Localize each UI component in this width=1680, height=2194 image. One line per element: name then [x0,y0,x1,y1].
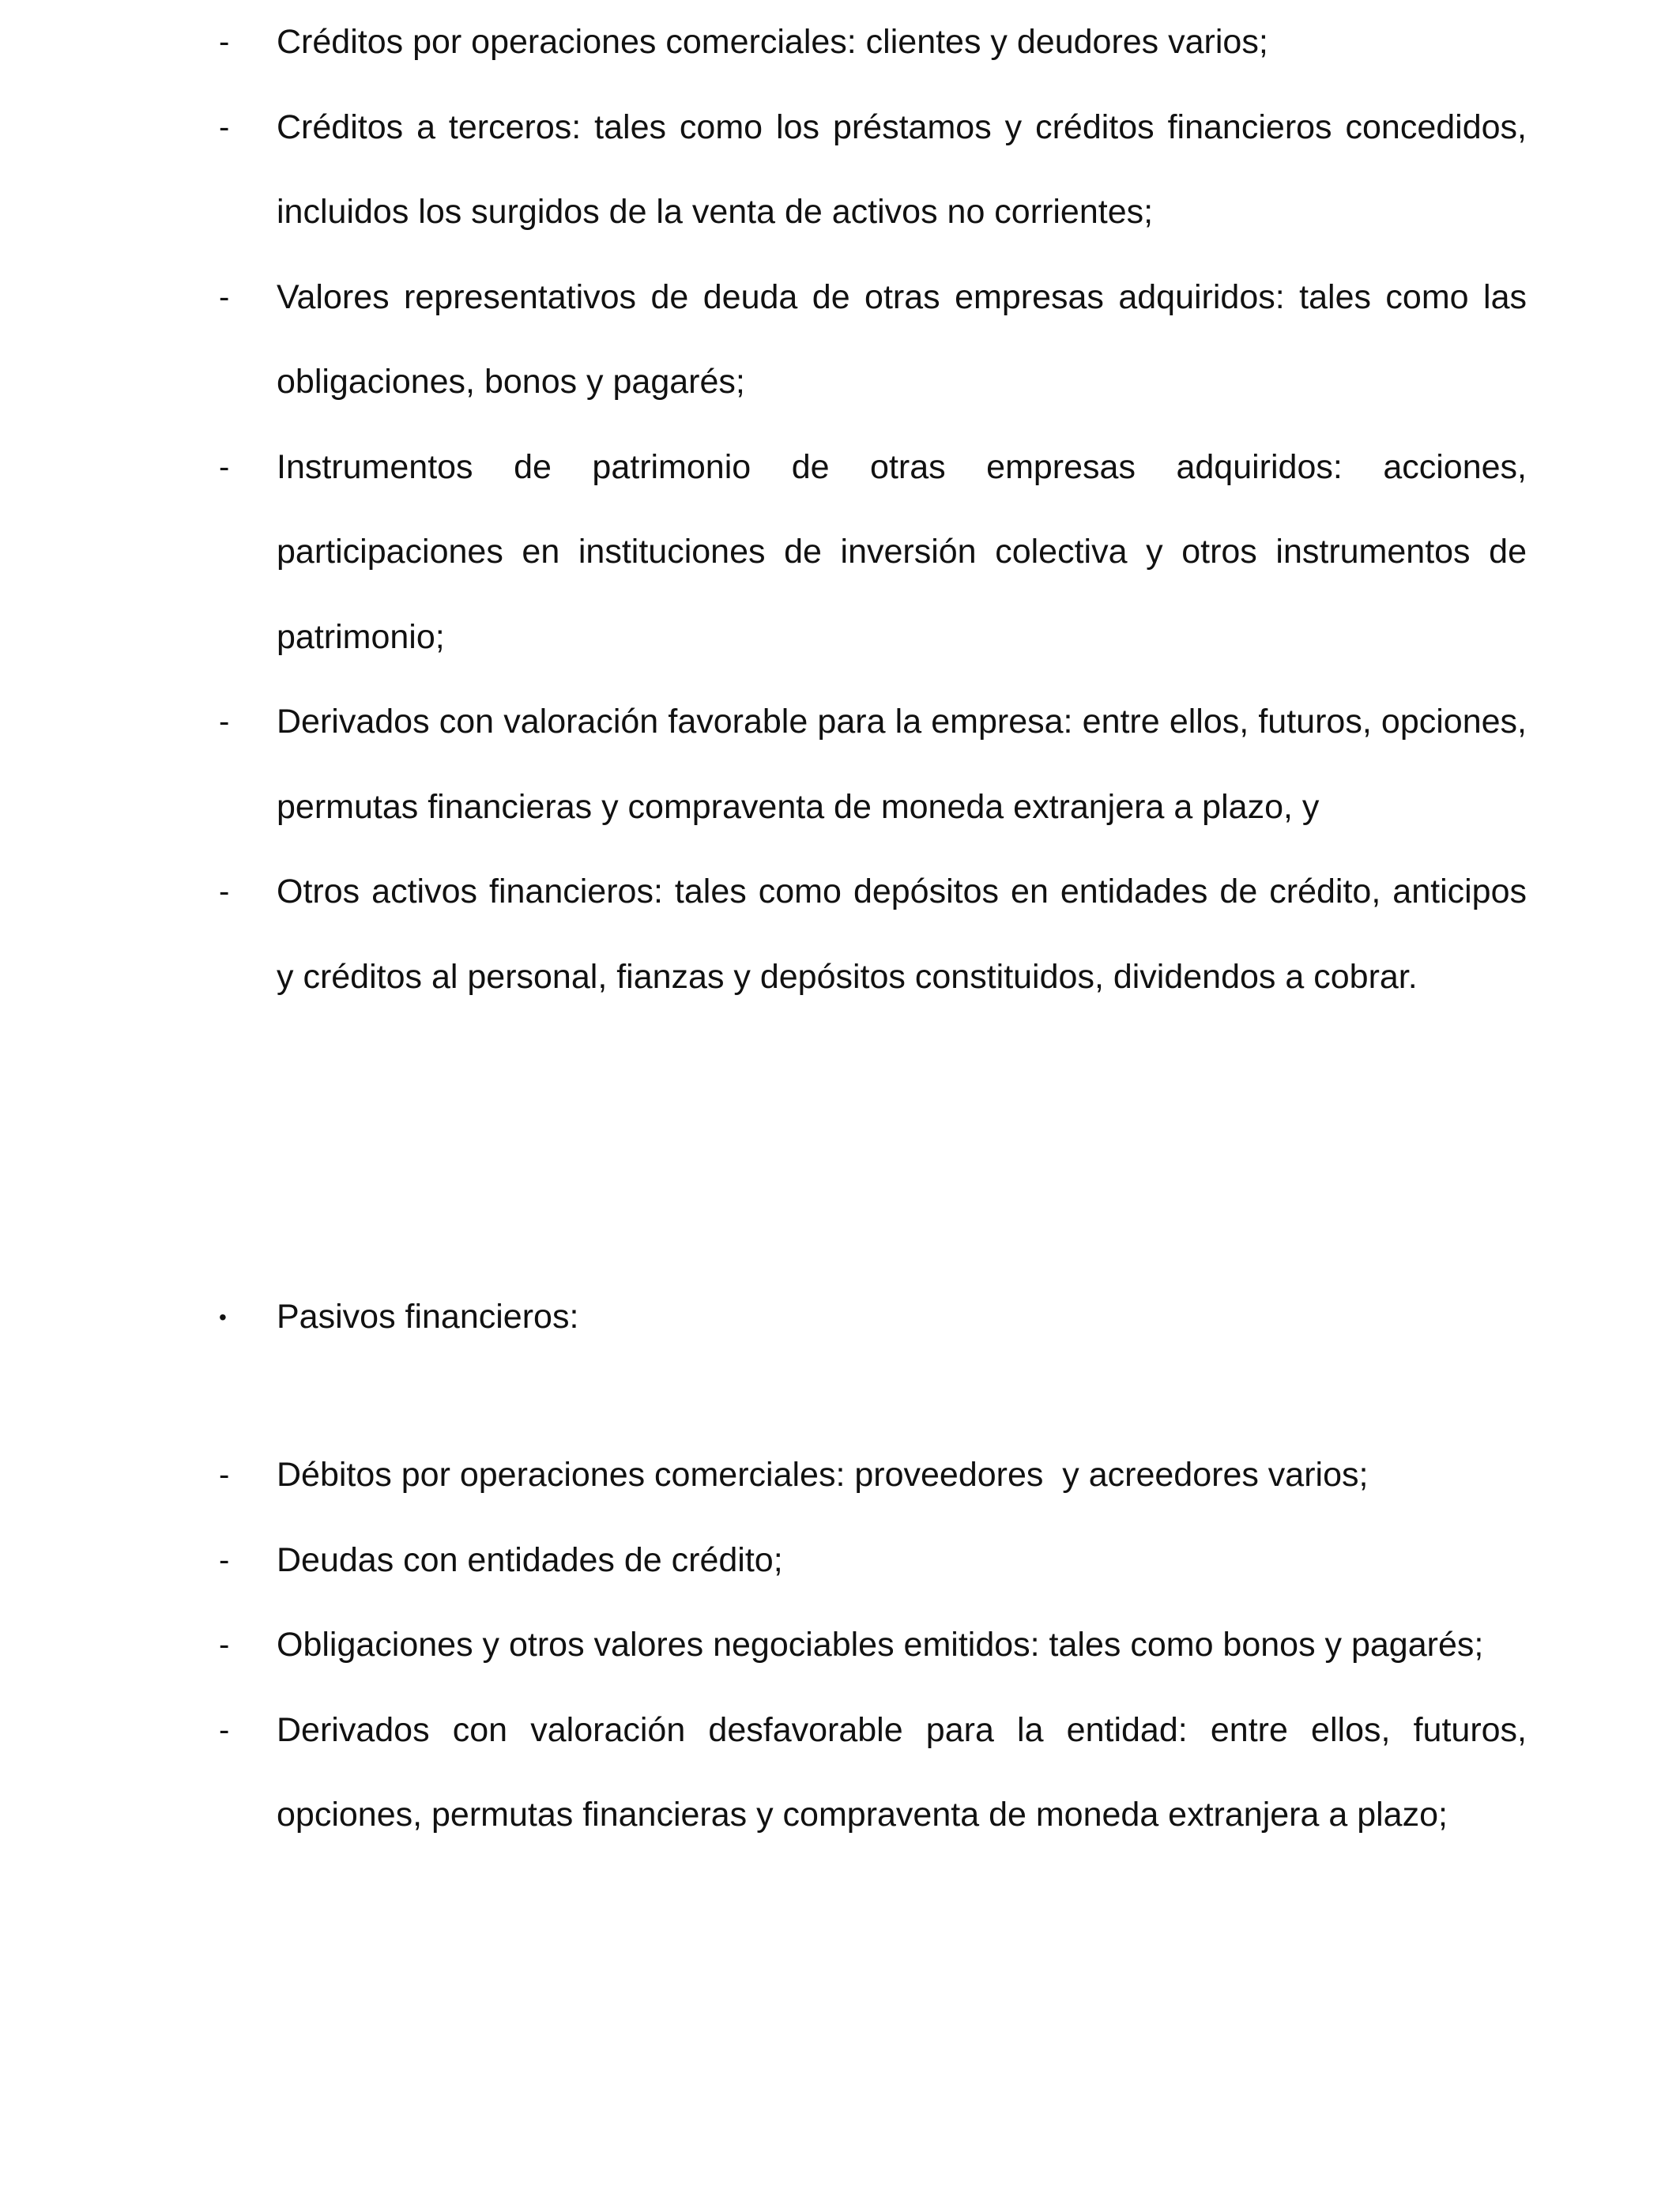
dash-marker: - [219,1457,230,1492]
list-item [219,680,1527,850]
dash-marker: - [219,1627,230,1662]
list-item-text: Derivados con valoración favorable para la empresa: entre ellos, futuros, opciones, permutas financieras y compraventa de moneda extranjera a plazo, y [277,703,1527,826]
list-item-text: Otros activos financieros: tales como depósitos en entidades de crédito, anticipos y créditos al personal, fianzas y depósitos constituidos, dividendos a cobrar. [277,873,1527,996]
dash-marker: - [219,109,230,145]
dash-marker: - [219,449,230,484]
section-heading [219,1275,1527,1360]
list-item [219,255,1527,425]
list-item [219,850,1527,1020]
section-heading-text: Pasivos financieros: [277,1298,579,1336]
list-item-text: Deudas con entidades de crédito; [277,1540,783,1579]
dash-marker: - [219,1542,230,1578]
list-item-text: Derivados con valoración desfavorable para la entidad: entre ellos, futuros, opciones, permutas financieras y compraventa de moneda extranjera a plazo; [277,1710,1527,1834]
list-item [219,1688,1527,1858]
list-item-text: Valores representativos de deuda de otras empresas adquiridos: tales como las obligaciones, bonos y pagarés; [277,277,1527,401]
dash-marker: - [219,874,230,909]
dash-marker: - [219,279,230,315]
list-item [219,1433,1527,1518]
list-item [219,0,1527,85]
financial-assets-list [219,0,1527,1020]
list-item-text: Instrumentos de patrimonio de otras empresas adquiridos: acciones, participaciones en instituciones de inversión colectiva y otros instrumentos de patrimonio; [277,447,1527,656]
list-item-text: Créditos por operaciones comerciales: clientes y deudores varios; [277,23,1268,61]
list-item-text: Débitos por operaciones comerciales: proveedores y acreedores varios; [277,1456,1369,1494]
financial-liabilities-list [219,1433,1527,1858]
dash-marker: - [219,25,230,59]
list-item [219,1518,1527,1604]
list-item [219,1603,1527,1688]
bullet-icon: • [219,1305,227,1329]
dash-marker: - [219,704,230,739]
list-item-text: Créditos a terceros: tales como los préstamos y créditos financieros concedidos, incluidos los surgidos de la venta de activos no corrientes; [277,107,1527,231]
list-item [219,425,1527,680]
list-item [219,85,1527,255]
liabilities-section [219,1275,1527,1360]
dash-marker: - [219,1712,230,1747]
list-item-text: Obligaciones y otros valores negociables emitidos: tales como bonos y pagarés; [277,1626,1484,1664]
